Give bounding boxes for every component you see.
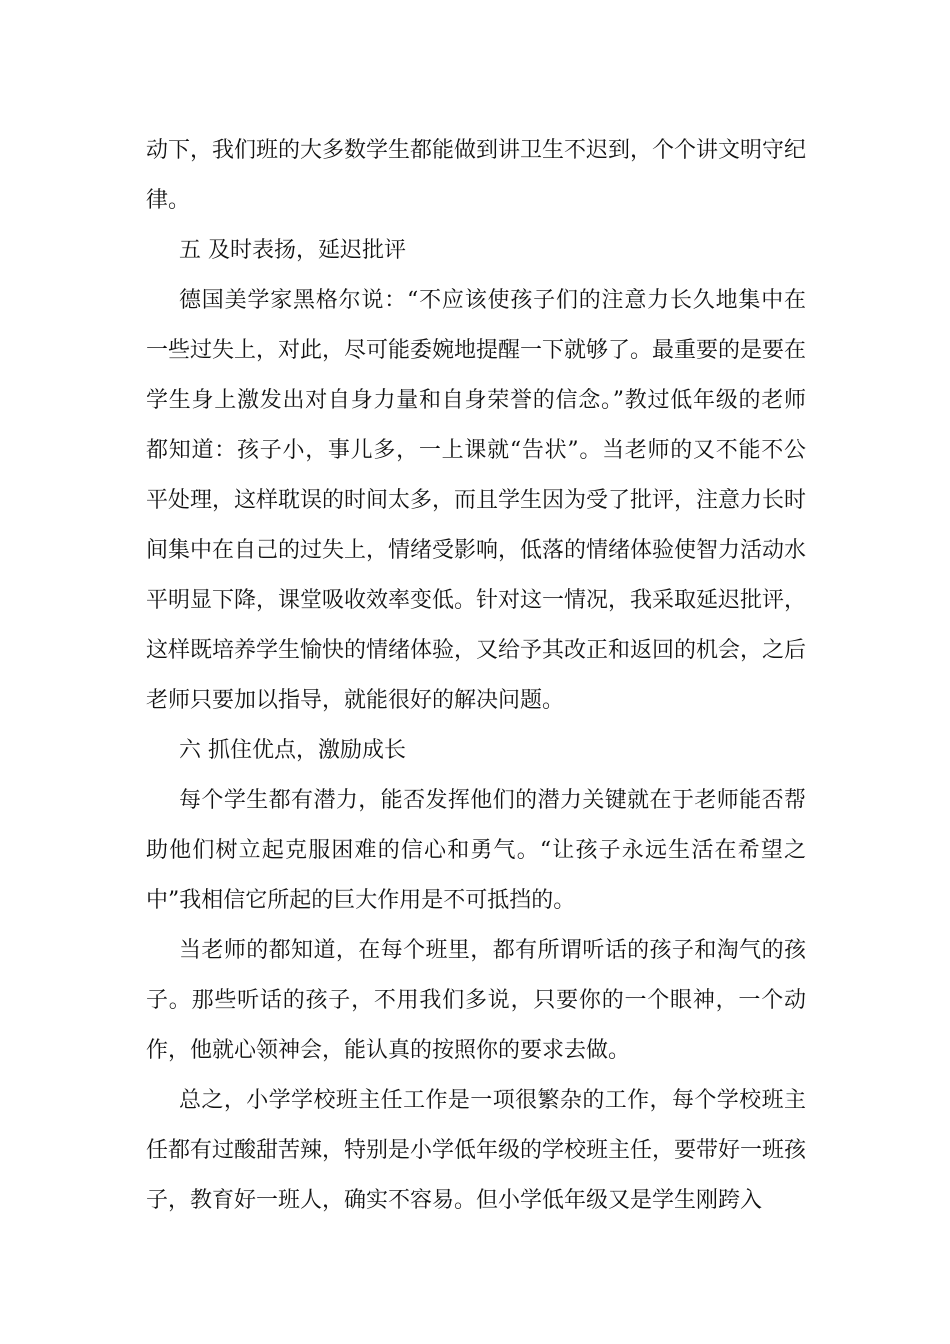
paragraph-potential: 每个学生都有潜力，能否发挥他们的潜力关键就在于老师能否帮助他们树立起克服困难的信心和勇气。“让孩子永远生活在希望之中”我相信它所起的巨大作用是不可抵挡的。 — [146, 788, 806, 913]
section-heading-six: 六 抓住优点，激励成长 — [179, 738, 406, 763]
paragraph-obedient-children: 当老师的都知道，在每个班里，都有所谓听话的孩子和淘气的孩子。那些听话的孩子，不用我们多说，只要你的一个眼神，一个动作，他就心领神会，能认真的按照你的要求去做。 — [146, 938, 806, 1063]
paragraph-conclusion: 总之，小学学校班主任工作是一项很繁杂的工作，每个学校班主任都有过酸甜苦辣，特别是小学低年级的学校班主任，要带好一班孩子，教育好一班人，确实不容易。但小学低年级又是学生刚跨入 — [146, 1088, 807, 1213]
document-body — [146, 126, 806, 1226]
section-heading-five: 五 及时表扬，延迟批评 — [179, 238, 406, 263]
paragraph-hegel-quote: 德国美学家黑格尔说：“不应该使孩子们的注意力长久地集中在一些过失上，对此，尽可能委婉地提醒一下就够了。最重要的是要在学生身上激发出对自身力量和自身荣誉的信念。”教过低年级的老师都知道：孩子小，事儿多，一上课就“告状”。当老师的又不能不公平处理，这样耽误的时间太多，而且学生因为受了批评，注意力长时间集中在自己的过失上，情绪受影响，低落的情绪体验使智力活动水平明显下降，课堂吸收效率变低。针对这一情况，我采取延迟批评，这样既培养学生愉快的情绪体验，又给予其改正和返回的机会，之后老师只要加以指导，就能很好的解决问题。 — [146, 288, 807, 713]
paragraph-continuation: 动下，我们班的大多数学生都能做到讲卫生不迟到，个个讲文明守纪律。 — [146, 138, 807, 213]
